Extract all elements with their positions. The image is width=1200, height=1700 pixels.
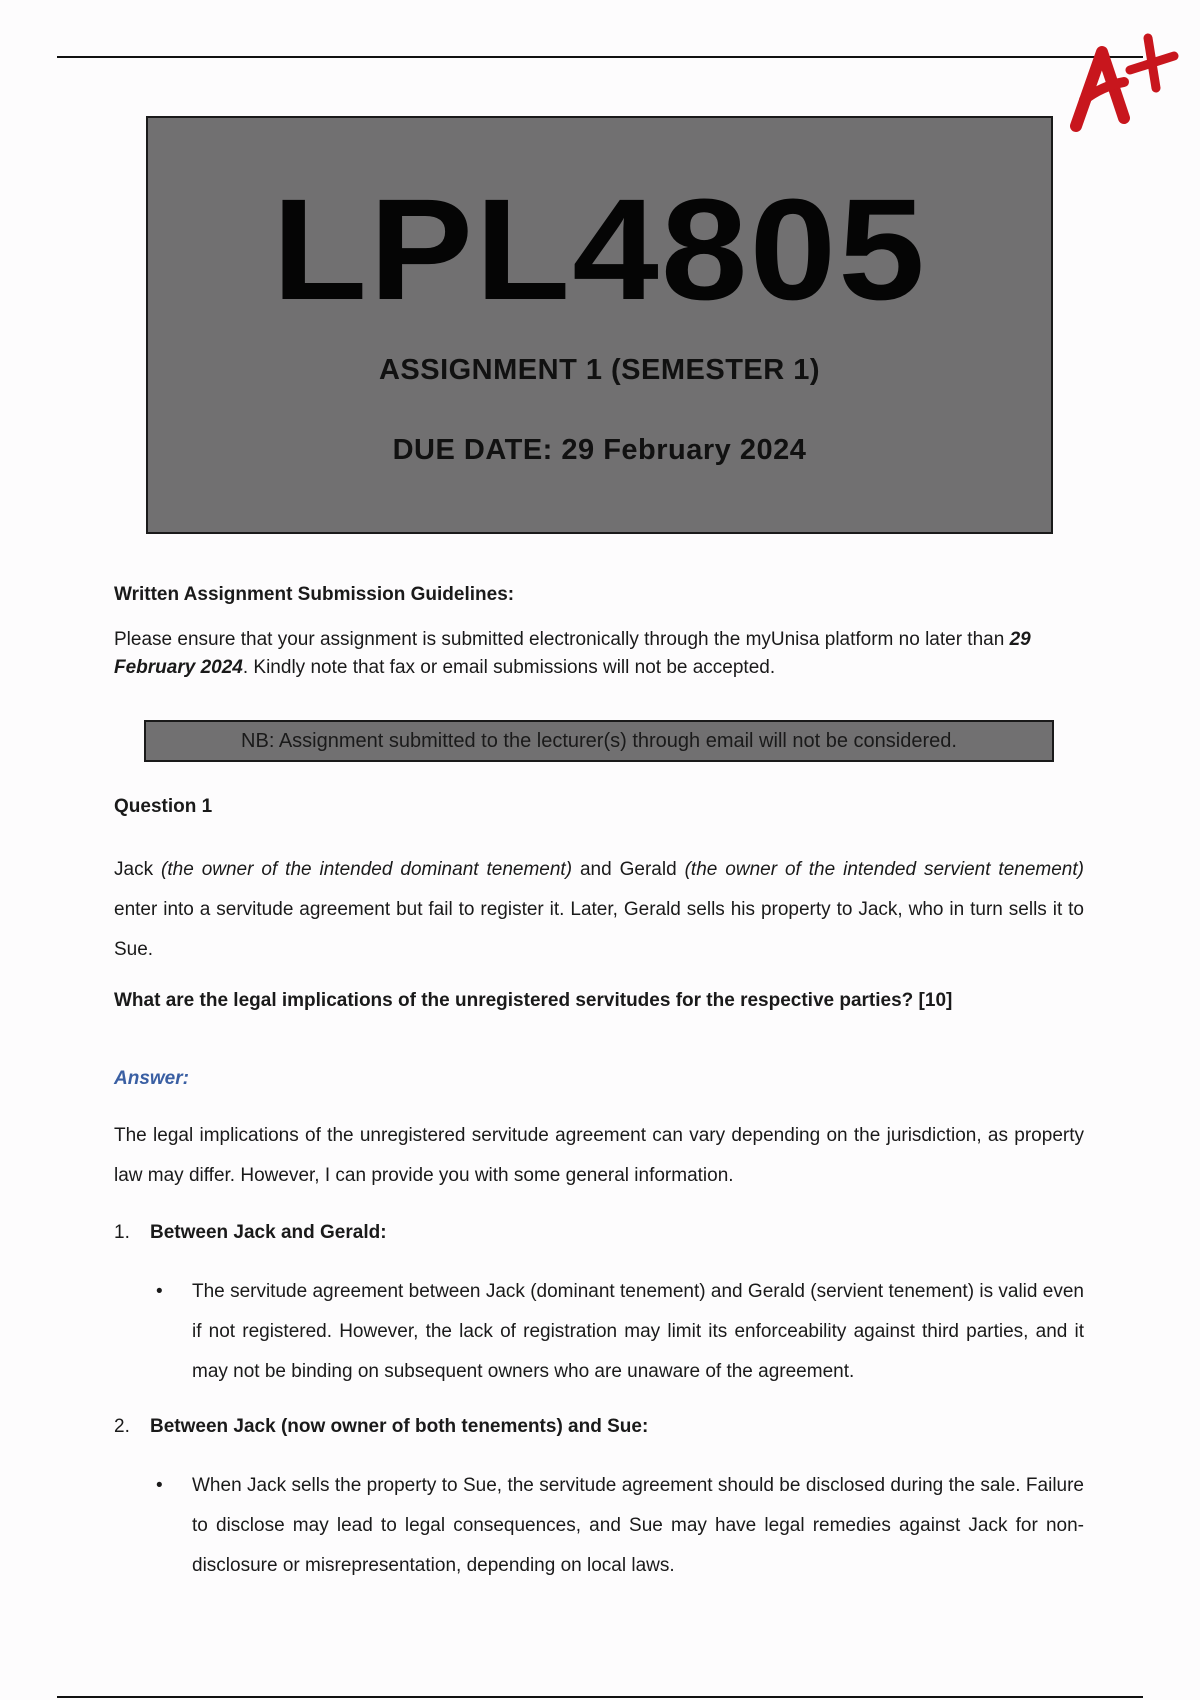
- guidelines-text-before: Please ensure that your assignment is submitted electronically through the myUnisa platform no later than: [114, 629, 1010, 650]
- due-date: DUE DATE: 29 February 2024: [392, 434, 807, 466]
- guidelines-deadline: 29 February 2024: [114, 629, 1031, 678]
- assignment-title: ASSIGNMENT 1 (SEMESTER 1): [378, 354, 821, 386]
- nb-notice: NB: Assignment submitted to the lecturer(s) through email will not be considered.: [144, 720, 1054, 762]
- answer-intro: The legal implications of the unregistered servitude agreement can vary depending on the jurisdiction, as property law may differ. However, I can provide you with some general information.: [114, 1125, 1084, 1186]
- bullet-text: The servitude agreement between Jack (dominant tenement) and Gerald (servient tenement) is valid even if not registered. However, the lack of registration may limit its enforceability against third parties, and it may not be binding on subsequent owners who are unaware of the agreement.: [192, 1281, 1084, 1382]
- guidelines-heading: Written Assignment Submission Guidelines:: [114, 584, 515, 605]
- guidelines-text-after: . Kindly note that fax or email submissions will not be accepted.: [242, 657, 776, 678]
- question-scenario: [114, 850, 1084, 970]
- item-label: Between Jack (now owner of both tenements) and Sue:: [150, 1416, 649, 1437]
- scenario-part-1: Jack: [114, 859, 162, 880]
- scenario-servient-owner: (the owner of the intended servient tenement): [684, 859, 1084, 880]
- bullet-item-1: [156, 1272, 1084, 1392]
- question-heading: Question 1: [114, 796, 213, 817]
- top-rule: [57, 56, 1143, 58]
- numbered-item-1: [114, 1222, 387, 1244]
- item-label: Between Jack and Gerald:: [150, 1222, 387, 1243]
- cover-box: [146, 116, 1053, 534]
- scenario-dominant-owner: (the owner of the intended dominant tenement): [161, 859, 573, 880]
- scenario-part-3: enter into a servitude agreement but fail to register it. Later, Gerald sells his property to Jack, who in turn sells it to Sue.: [114, 899, 1084, 960]
- numbered-item-2: [114, 1416, 648, 1438]
- grade-mark: [1062, 30, 1182, 140]
- bullet-text: When Jack sells the property to Sue, the servitude agreement should be disclosed during the sale. Failure to disclose may lead to legal consequences, and Sue may have legal remedies against Jack for non-disclosure or misrepresentation, depending on local laws.: [192, 1475, 1084, 1576]
- answer-label: Answer:: [114, 1068, 189, 1089]
- bullet-glyph: •: [156, 1281, 163, 1302]
- item-number: 1.: [114, 1222, 130, 1243]
- guidelines-paragraph: [114, 626, 1084, 682]
- scenario-part-2: and Gerald: [572, 859, 685, 880]
- bullet-item-2: [156, 1466, 1084, 1586]
- item-number: 2.: [114, 1416, 130, 1437]
- bullet-glyph: •: [156, 1475, 163, 1496]
- question-prompt: What are the legal implications of the unregistered servitudes for the respective parties? [10]: [114, 990, 953, 1011]
- course-code: LPL4805: [272, 169, 927, 330]
- bottom-rule: [57, 1696, 1143, 1698]
